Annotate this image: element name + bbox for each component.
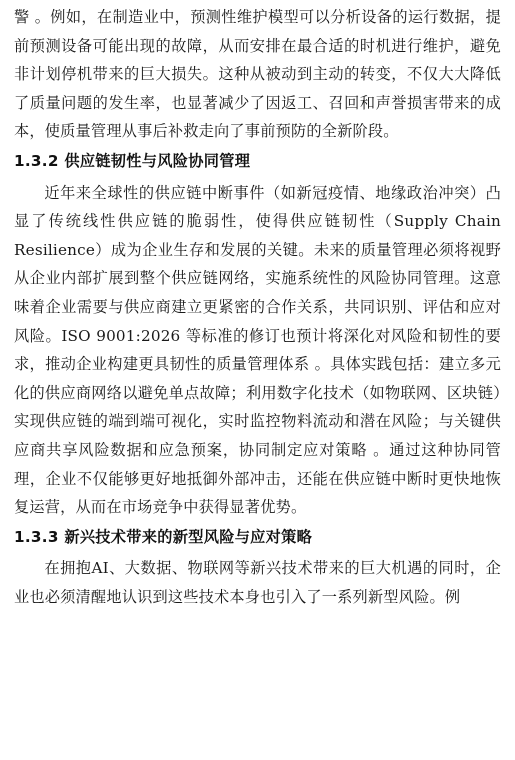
section-heading: 1.3.3 新兴技术带来的新型风险与应对策略 xyxy=(14,527,313,546)
section-heading: 1.3.2 供应链韧性与风险协同管理 xyxy=(14,151,251,170)
body-paragraph: 警 。例如，在制造业中，预测性维护模型可以分析设备的运行数据，提前预测设备可能出现的故障，从而安排在最合适的时机进行维护，避免非计划停机带来的巨大损失。这种从被动到主动的转变，不仅大大降低了质量问题的发生率，也显著减少了因返工、召回和声誉损害带来的成本，使质量管理从事后补救走向了事前预防的全新阶段。 xyxy=(14,8,501,141)
body-paragraph: 在拥抱AI、大数据、物联网等新兴技术带来的巨大机遇的同时，企业也必须清醒地认识到这些技术本身也引入了一系列新型风险。例 xyxy=(14,559,501,606)
body-paragraph: 近年来全球性的供应链中断事件（如新冠疫情、地缘政治冲突）凸显了传统线性供应链的脆弱性，使得供应链韧性（Supply Chain Resilience）成为企业生存和发展的关键。未来的质量管理必须将视野从企业内部扩展到整个供应链网络，实施系统性的风险协同管理。这意味着企业需要与供应商建立更紧密的合作关系，共同识别、评估和应对风险。ISO 9001:2026 等标准的修订也预计将深化对风险和韧性的要求，推动企业构建更具韧性的质量管理体系 。具体实践包括：建立多元化的供应商网络以避免单点故障；利用数字化技术（如物联网、区块链）实现供应链的端到端可视化，实时监控物料流动和潜在风险；与关键供应商共享风险数据和应急预案，协同制定应对策略 。通过这种协同管理，企业不仅能够更好地抵御外部冲击，还能在供应链中断时更快地恢复运营，从而在市场竞争中获得显著优势。 xyxy=(14,183,501,517)
